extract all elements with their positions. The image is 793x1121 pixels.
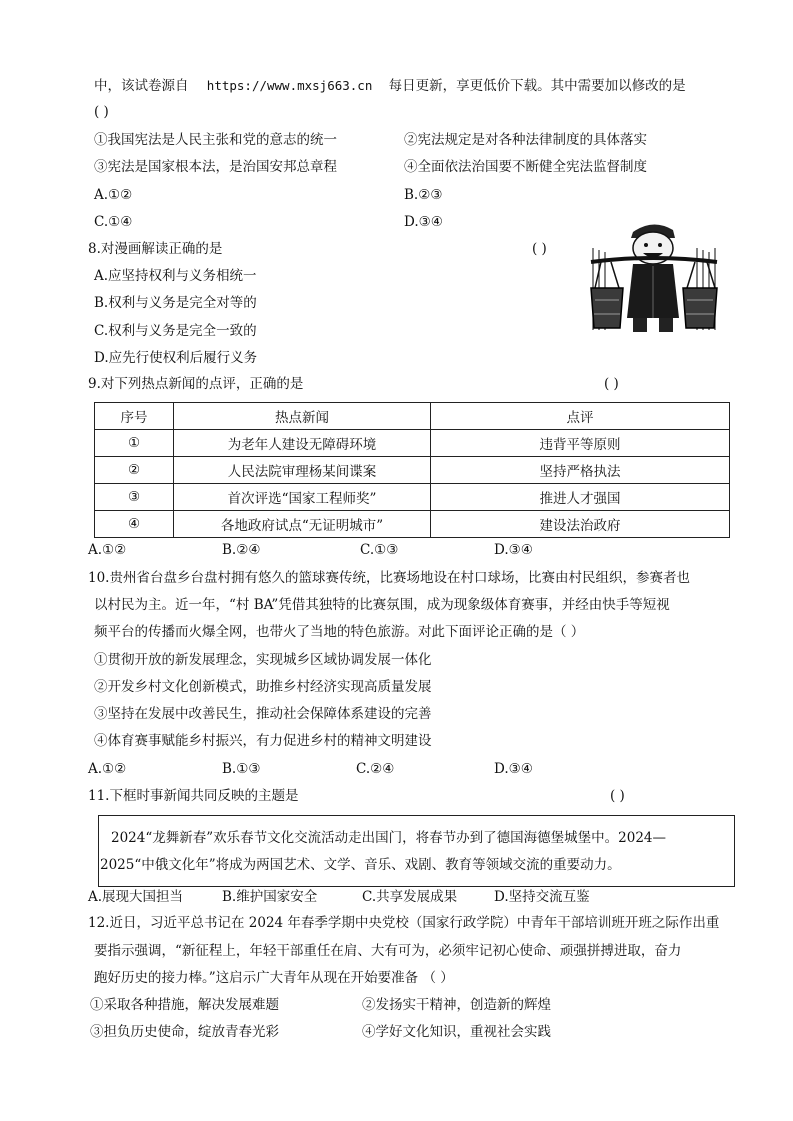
q9-answer-d[interactable]: D.③④ [494,542,533,558]
news-box-line1: 2024“龙舞新春”欢乐春节文化交流活动走出国门，将春节办到了德国海德堡城堡中。2024— [111,830,667,846]
table-row [95,484,730,511]
q9-answer-c[interactable]: C.①③ [360,542,399,558]
q12-option: ③担负历史使命，绽放青春光彩 [90,1024,279,1040]
q9-answer-b[interactable]: B.②④ [222,542,261,558]
table-header-cell: 热点新闻 [174,403,431,430]
q10-stem-line2: 以村民为主。近一年，“村 BA”凭借其独特的比赛氛围，成为现象级体育赛事，并经由快手等短视 [94,597,670,613]
q11-answer-c[interactable]: C.共享发展成果 [362,889,458,905]
q10-stem-line1: 10.贵州省台盘乡台盘村拥有悠久的篮球赛传统，比赛场地设在村口球场，比赛由村民组织，参赛者也 [88,570,690,586]
table-cell: ② [95,457,174,484]
table-cell: ③ [95,484,174,511]
q10-answer-b[interactable]: B.①③ [222,761,261,777]
q7-answer-d[interactable]: D.③④ [404,214,443,230]
table-row [95,430,730,457]
table-cell: ④ [95,511,174,538]
table-cell: ① [95,430,174,457]
q8-stem: 8.对漫画解读正确的是 [88,241,223,257]
q7-answer-b[interactable]: B.②③ [404,187,443,203]
q11-answer-d[interactable]: D.坚持交流互鉴 [494,889,590,905]
q11-bracket: ( ) [610,788,625,804]
table-cell: 人民法院审理杨某间谍案 [174,457,431,484]
table-cell: 违背平等原则 [431,430,730,457]
q8-answer-d[interactable]: D.应先行使权利后履行义务 [94,350,258,366]
q9-answer-a[interactable]: A.①② [88,542,127,558]
q7-option: ②宪法规定是对各种法律制度的具体落实 [404,132,647,148]
q10-option: ④体育赛事赋能乡村振兴，有力促进乡村的精神文明建设 [94,733,432,749]
table-cell: 推进人才强国 [431,484,730,511]
news-box-line2: 2025“中俄文化年”将成为两国艺术、文学、音乐、戏剧、教育等领域交流的重要动力。 [100,857,621,873]
table-cell: 首次评选“国家工程师奖” [174,484,431,511]
q10-option: ②开发乡村文化创新模式，助推乡村经济实现高质量发展 [94,679,432,695]
table-cell: 各地政府试点“无证明城市” [174,511,431,538]
q7-option: ③宪法是国家根本法，是治国安邦总章程 [94,159,337,175]
q11-answer-b[interactable]: B.维护国家安全 [222,889,318,905]
table-row [95,511,730,538]
cartoon-illustration [589,218,720,334]
q7-option: ①我国宪法是人民主张和党的意志的统一 [94,132,337,148]
q8-answer-a[interactable]: A.应坚持权利与义务相统一 [94,268,257,284]
table-cell: 建设法治政府 [431,511,730,538]
q10-option: ①贯彻开放的新发展理念，实现城乡区域协调发展一体化 [94,652,432,668]
q7-answer-c[interactable]: C.①④ [94,214,133,230]
q7-stem-text-a: 中，该试卷源自 [94,78,189,94]
q12-stem-line1: 12.近日，习近平总书记在 2024 年春季学期中央党校（国家行政学院）中青年干部培训班开班之际作出重 [88,915,720,931]
q10-answer-a[interactable]: A.①② [88,761,127,777]
q10-answer-c[interactable]: C.②④ [356,761,395,777]
q10-answer-d[interactable]: D.③④ [494,761,533,777]
q12-option: ②发扬实干精神，创造新的辉煌 [362,997,551,1013]
q7-stem-text-b: 每日更新，享更低价下载。其中需要加以修改的是 [388,78,686,94]
q7-bracket: ( ) [94,104,109,120]
q8-answer-c[interactable]: C.权利与义务是完全一致的 [94,323,257,339]
table-header-row [95,403,730,430]
q8-bracket: ( ) [532,241,547,257]
table-cell: 为老年人建设无障碍环境 [174,430,431,457]
q9-bracket: ( ) [604,376,619,392]
source-url[interactable]: https://www.mxsj663.cn [206,78,373,93]
q11-answer-a[interactable]: A.展现大国担当 [88,889,184,905]
q12-stem-line2: 要指示强调，“新征程上，年轻干部重任在肩、大有可为，必须牢记初心使命、顽强拼搏进取，奋力 [94,943,682,959]
q11-stem: 11.下框时事新闻共同反映的主题是 [88,788,299,804]
q7-answer-a[interactable]: A.①② [94,187,133,203]
q12-option: ④学好文化知识，重视社会实践 [362,1024,551,1040]
q10-stem-line3: 频平台的传播而火爆全网，也带火了当地的特色旅游。对此下面评论正确的是（ ） [94,624,585,640]
q10-option: ③坚持在发展中改善民生，推动社会保障体系建设的完善 [94,706,432,722]
q12-option: ①采取各种措施，解决发展难题 [90,997,279,1013]
q12-stem-line3: 跑好历史的接力棒。”这启示广大青年从现在开始要准备 （ ） [94,970,454,986]
news-box [98,815,735,887]
table-header-cell: 点评 [431,403,730,430]
table-cell: 坚持严格执法 [431,457,730,484]
table-row [95,457,730,484]
q7-stem-line1 [94,76,686,96]
table-header-cell: 序号 [95,403,174,430]
hot-news-table [94,402,730,538]
q9-stem: 9.对下列热点新闻的点评，正确的是 [88,376,304,392]
q7-option: ④全面依法治国要不断健全宪法监督制度 [404,159,647,175]
q8-answer-b[interactable]: B.权利与义务是完全对等的 [94,295,257,311]
